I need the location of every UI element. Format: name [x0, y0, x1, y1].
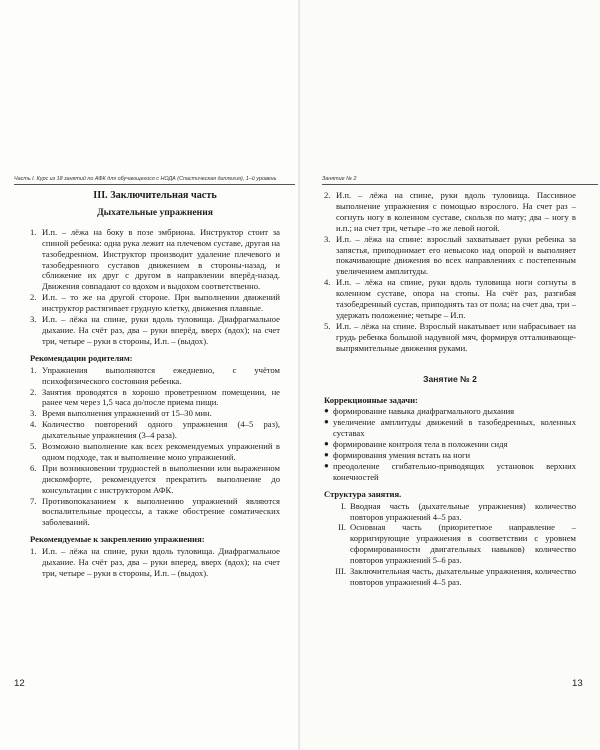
list-item	[30, 546, 280, 579]
list-item	[324, 417, 576, 439]
bullet-icon: ●	[324, 439, 329, 449]
item-number: 5.	[30, 441, 37, 452]
bullet-icon: ●	[324, 460, 329, 470]
item-number: 2.	[324, 190, 331, 200]
item-number: 1.	[30, 364, 37, 375]
item-number: I.	[340, 500, 346, 511]
item-text: И.п. – лёжа на боку в позе эмбриона. Инструктор стоит за спиной ребенка: одна рука лежит на плечевом суставе, другая на тазобедренном. Инструктор производит удаление плечевого и тазобедренного суставов движением в стороны-назад, и сближение их друг с другом в направлении вперёд-назад. Движения совпадают со вдохом и выдохом соответственно.	[42, 226, 280, 292]
item-number: 1.	[30, 226, 37, 237]
item-text: Заключительная часть, дыхательные упражнения, количество повторов упражнений 4–5 раз.	[350, 566, 576, 587]
correction-tasks-list	[324, 406, 576, 482]
item-text: И.п. – лёжа на спине, руки вдоль туловища ноги согнуты в коленном суставе, опора на стопы. На счёт раз, разгибая тазобедренный сустав, приподнять таз от пола; на счет два, три – удержать положение; четыре – И.п.	[336, 277, 576, 320]
list-item	[324, 501, 576, 523]
item-text: Время выполнения упражнений от 15–30 мин.	[42, 408, 212, 419]
item-text: увеличение амплитуды движений в тазобедренных, коленных суставах	[333, 417, 576, 439]
item-text: Количество повторений одного упражнения (4–5 раз), дыхательные упражнения (3–4 раза).	[42, 419, 280, 441]
item-number: 2.	[30, 292, 37, 303]
correction-tasks-title: Коррекционные задачи:	[324, 394, 418, 405]
list-item	[324, 566, 576, 588]
header-rule	[322, 184, 598, 185]
item-text: формирования умения встать на ноги	[333, 450, 471, 461]
list-item	[30, 463, 280, 496]
continued-exercises-list	[324, 190, 576, 354]
list-item	[30, 419, 280, 441]
list-item	[324, 461, 576, 483]
item-text: преодоление сгибательно-приводящих установок верхних конечностей	[333, 460, 576, 482]
list-item	[30, 365, 280, 387]
bullet-icon: ●	[324, 417, 329, 427]
list-item	[30, 441, 280, 463]
item-number: II.	[338, 522, 346, 533]
consolidation-list	[30, 546, 280, 579]
parents-recommendations-title: Рекомендации родителям:	[30, 352, 133, 363]
item-text: Занятия проводятся в хорошо проветренном помещении, не ранее чем через 1,5 часа до/после приема пищи.	[42, 386, 280, 408]
item-text: Основная часть (приоритетное направление – корригирующие упражнения в соответствии с уровнем сформированности двигательных навыков) количество повторов упражнений 5–6 раз.	[350, 522, 576, 566]
list-item	[324, 321, 576, 354]
item-number: 3.	[30, 408, 37, 419]
item-text: Вводная часть (дыхательные упражнения) количество повторов упражнений 4–5 раз.	[350, 500, 576, 522]
list-item	[30, 408, 280, 419]
item-text: При возникновении трудностей в выполнении или выраженном дискомфорте, рекомендуется прекратить выполнение до консультации с инструктором АФК.	[42, 462, 280, 495]
item-number: 4.	[30, 419, 37, 430]
lesson-title: Занятие № 2	[423, 373, 477, 384]
item-number: 5.	[324, 320, 331, 331]
running-head: Занятие № 2	[322, 176, 357, 182]
list-item	[324, 522, 576, 566]
subsection-title: Дыхательные упражнения	[97, 206, 213, 218]
list-item	[30, 314, 280, 347]
item-text: И.п. – лёжа на спине: взрослый захватывает руки ребенка за запястья, приподнимает его невысоко над опорой и выполняет покачивающие движения во всех направлениях с постепенным увеличением амплитуды.	[336, 233, 576, 277]
list-item	[30, 496, 280, 529]
item-number: III.	[335, 566, 346, 577]
item-number: 6.	[30, 462, 37, 473]
item-text: И.п. – лёжа на спине, руки вдоль туловища. Диафрагмальное дыхание. На счёт раз, два – руки вперёд, вверх (вдох); на счет три, четыре – руки в стороны, И.п. – (выдох).	[42, 314, 280, 346]
item-number: 2.	[30, 386, 37, 397]
left-page-content	[30, 190, 280, 579]
running-head: Часть I. Курс из 18 занятий по АФК для обучающегося с НОДА (Спастическая диплегия), 1–й уровень	[14, 176, 277, 182]
lesson-structure-list	[324, 501, 576, 588]
item-number: 7.	[30, 495, 37, 506]
item-text: Противопоказанием к выполнению упражнений являются воспалительные процессы, а также обострение соматических заболеваний.	[42, 495, 280, 528]
item-number: 3.	[30, 314, 37, 325]
page-number: 13	[572, 678, 583, 689]
header-rule	[14, 184, 295, 185]
page-number: 12	[14, 678, 25, 689]
list-item	[324, 277, 576, 321]
item-text: Упражнения выполняются ежедневно, с учётом психофизического состояния ребенка.	[42, 364, 280, 386]
list-item	[30, 227, 280, 292]
right-page-content	[324, 190, 576, 588]
item-text: формирование контроля тела в положении сидя	[333, 439, 508, 450]
item-text: И.п. – лёжа на спине, руки вдоль туловища. Пассивное выполнение упражнения с помощью взрослого. На счет раз –согнуть ногу в коленном суставе, скользя по мату; два – ногу в и.п.; на счет три, четыре –то же левой ногой.	[336, 190, 576, 233]
bullet-icon: ●	[324, 450, 329, 460]
parents-recommendations-list	[30, 365, 280, 529]
list-item	[324, 190, 576, 234]
bullet-icon: ●	[324, 406, 329, 416]
item-text: И.п. – лёжа на спине. Взрослый накатывает или набрасывает на грудь ребенка большой надувной мяч, формируя отталкивающе-выпрямительные движения руками.	[336, 320, 576, 353]
list-item	[324, 450, 576, 461]
item-text: Возможно выполнение как всех рекомендуемых упражнений в одном подходе, так и выполнение моно упражнений.	[42, 441, 280, 462]
right-page	[300, 0, 600, 750]
item-number: 1.	[30, 546, 37, 557]
item-number: 3.	[324, 233, 331, 244]
item-number: 4.	[324, 277, 331, 288]
item-text: формирование навыка диафрагмального дыхания	[333, 406, 515, 417]
section-title: III. Заключительная часть	[93, 190, 217, 201]
consolidation-title: Рекомендуемые к закреплению упражнения:	[30, 534, 205, 545]
item-text: И.п. – лёжа на спине, руки вдоль туловища. Диафрагмальное дыхание. На счёт раз, два – руки вперед, вверх (вдох); на счет три, четыре – руки в стороны, И.п. – (выдох).	[42, 546, 280, 578]
list-item	[30, 387, 280, 409]
list-item	[324, 439, 576, 450]
list-item	[324, 234, 576, 278]
list-item	[324, 406, 576, 417]
lesson-structure-title: Структура занятия.	[324, 488, 402, 499]
item-text: И.п. – то же на другой стороне. При выполнении движений инструктор растягивает грудную клетку, движения плавные.	[42, 292, 280, 314]
breathing-exercises-list	[30, 227, 280, 347]
list-item	[30, 292, 280, 314]
